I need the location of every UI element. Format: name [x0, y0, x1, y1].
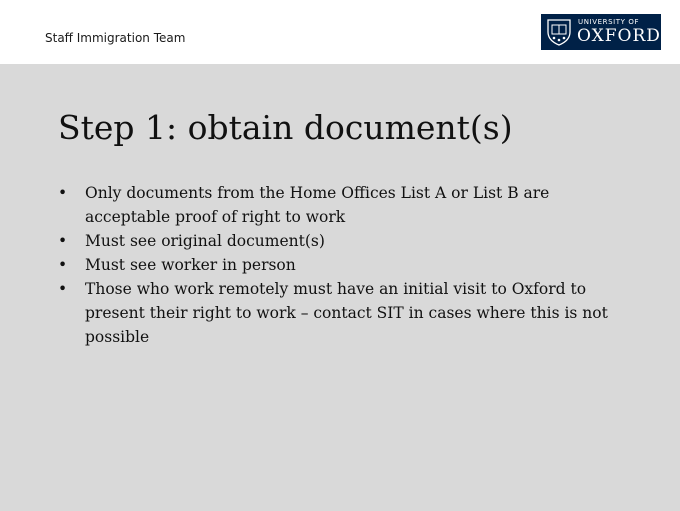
bullet-marker: •	[58, 184, 68, 202]
bullet-item	[58, 181, 633, 229]
bullet-item	[58, 277, 633, 349]
logo-text-small: UNIVERSITY OF	[578, 18, 640, 26]
bullet-marker: •	[58, 280, 68, 298]
logo-text-large: OXFORD	[577, 26, 661, 46]
crest-icon	[546, 18, 572, 46]
bullet-list	[58, 181, 633, 349]
bullet-item	[58, 253, 633, 277]
slide-content	[0, 64, 680, 511]
team-name: Staff Immigration Team	[45, 31, 186, 45]
bullet-text: Must see worker in person	[85, 256, 296, 274]
slide-header	[0, 0, 680, 64]
university-logo	[541, 14, 661, 50]
bullet-text: Only documents from the Home Offices List A or List B are acceptable proof of right to work	[85, 184, 550, 226]
bullet-marker: •	[58, 232, 68, 250]
slide-title: Step 1: obtain document(s)	[58, 108, 513, 147]
bullet-item	[58, 229, 633, 253]
bullet-text: Those who work remotely must have an initial visit to Oxford to present their right to work – contact SIT in cases where this is not possible	[85, 280, 608, 346]
bullet-text: Must see original document(s)	[85, 232, 325, 250]
bullet-marker: •	[58, 256, 68, 274]
